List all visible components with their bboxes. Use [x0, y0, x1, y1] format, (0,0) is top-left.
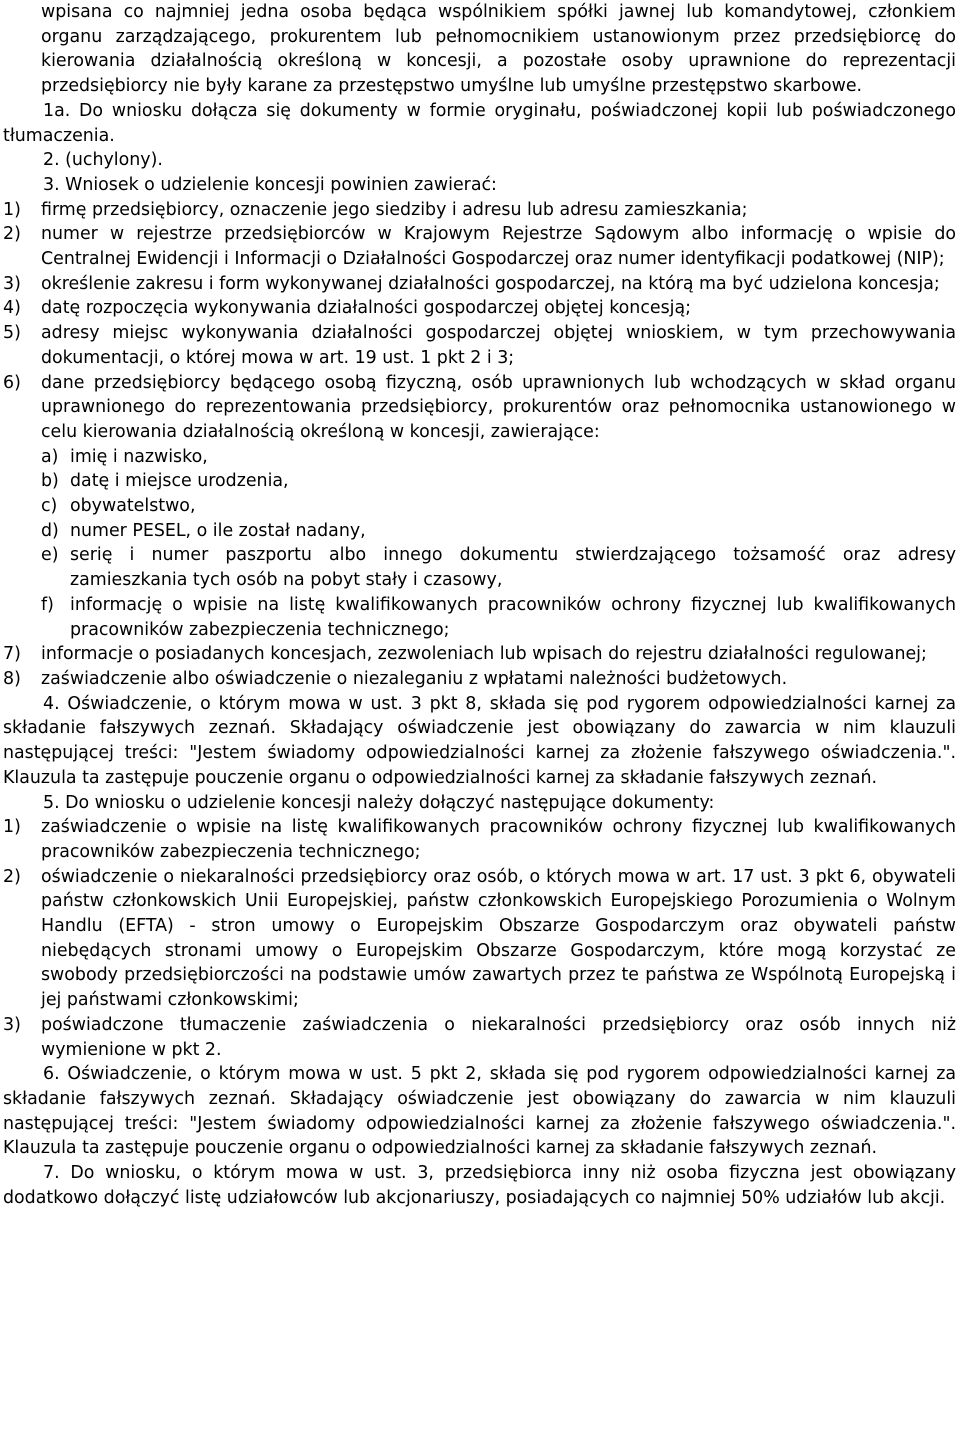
- list-item: [3, 321, 956, 370]
- sublist-6: [3, 445, 956, 643]
- list-item: [3, 815, 956, 864]
- sublist-item: [3, 593, 956, 642]
- list-3-part-2: [3, 642, 956, 691]
- list-5: [3, 815, 956, 1062]
- list-item: [3, 667, 956, 692]
- item-text: dane przedsiębiorcy będącego osobą fizyczną, osób uprawnionych lub wchodzących w skład organu uprawnionego do reprezentowania przedsiębiorcy, prokurentów oraz pełnomocnika ustanowionego w celu kierowania działalnością określoną w koncesji, zawierające:: [41, 372, 956, 442]
- item-text: informacje o posiadanych koncesjach, zezwoleniach lub wpisach do rejestru działalności regulowanej;: [41, 644, 927, 665]
- paragraph-2: 2. (uchylony).: [43, 150, 163, 171]
- list-item: [3, 272, 956, 297]
- list-3-part-1: [3, 198, 956, 445]
- item-text: firmę przedsiębiorcy, oznaczenie jego siedziby i adresu lub adresu zamieszkania;: [41, 199, 748, 220]
- sublist-item: [3, 469, 956, 494]
- item-number: 4): [3, 298, 21, 319]
- list-item: [3, 371, 956, 445]
- item-number: 5): [3, 323, 21, 344]
- item-text: adresy miejsc wykonywania działalności gospodarczej objętej wnioskiem, w tym przechowywania dokumentacji, o której mowa w art. 19 ust. 1 pkt 2 i 3;: [41, 323, 956, 368]
- item-letter: e): [41, 545, 59, 566]
- list-item: [3, 865, 956, 1013]
- list-item: [3, 296, 956, 321]
- paragraph-6: 6. Oświadczenie, o którym mowa w ust. 5 pkt 2, składa się pod rygorem odpowiedzialności karnej za składanie fałszywych zeznań. Składający oświadczenie jest obowiązany do zawarcia w nim klauzuli następującej treści: "Jestem świadomy odpowiedzialności karnej za złożenie fałszywego oświadczenia.". Klauzula ta zastępuje pouczenie organu o odpowiedzialności karnej za składanie fałszywych zeznań.: [3, 1064, 956, 1159]
- item-text: oświadczenie o niekaralności przedsiębiorcy oraz osób, o których mowa w art. 17 ust. 3 pkt 6, obywateli państw członkowskich Unii Europejskiej, państw członkowskich Europejskiego Porozumienia o Wolnym Handlu (EFTA) - stron umowy o Europejskim Obszarze Gospodarczym oraz obywateli państw niebędących stronami umowy o Europejskim Obszarze Gospodarczym, które mogą korzystać ze swobody przedsiębiorczości na podstawie umów zawartych przez te państwa ze Wspólnotą Europejską i jej państwami członkowskimi;: [41, 866, 956, 1011]
- paragraph-7: 7. Do wniosku, o którym mowa w ust. 3, przedsiębiorca inny niż osoba fizyczna jest obowiązany dodatkowo dołączyć listę udziałowców lub akcjonariuszy, posiadających co najmniej 50% udziałów lub akcji.: [3, 1163, 956, 1208]
- item-text: określenie zakresu i form wykonywanej działalności gospodarczej, na którą ma być udzielona koncesja;: [41, 273, 940, 294]
- item-number: 1): [3, 199, 21, 220]
- sublist-item: [3, 445, 956, 470]
- item-number: 3): [3, 273, 21, 294]
- item-text: numer PESEL, o ile został nadany,: [70, 520, 366, 541]
- item-letter: a): [41, 446, 59, 467]
- item-text: numer w rejestrze przedsiębiorców w Krajowym Rejestrze Sądowym albo informację o wpisie do Centralnej Ewidencji i Informacji o Działalności Gospodarczej oraz numer identyfikacji podatkowej (NIP);: [41, 224, 956, 270]
- item-number: 7): [3, 644, 21, 665]
- continued-paragraph: wpisana co najmniej jedna osoba będąca wspólnikiem spółki jawnej lub komandytowej, członkiem organu zarządzającego, prokurentem lub pełnomocnikiem ustanowionym przez przedsiębiorcę do kierowania działalnością określoną w koncesji, a pozostałe osoby uprawnione do reprezentacji przedsiębiorcy nie były karane za przestępstwo umyślne lub umyślne przestępstwo skarbowe.: [41, 2, 956, 97]
- item-text: datę rozpoczęcia wykonywania działalności gospodarczej objętej koncesją;: [41, 298, 691, 319]
- item-text: zaświadczenie albo oświadczenie o niezaleganiu z wpłatami należności budżetowych.: [41, 668, 788, 689]
- item-letter: d): [41, 520, 59, 541]
- item-text: obywatelstwo,: [70, 496, 196, 517]
- sublist-item: [3, 519, 956, 544]
- item-text: imię i nazwisko,: [70, 446, 208, 467]
- item-letter: c): [41, 496, 58, 517]
- list-item: [3, 222, 956, 271]
- paragraph-4: 4. Oświadczenie, o którym mowa w ust. 3 pkt 8, składa się pod rygorem odpowiedzialności karnej za składanie fałszywych zeznań. Składający oświadczenie jest obowiązany do zawarcia w nim klauzuli następującej treści: "Jestem świadomy odpowiedzialności karnej za złożenie fałszywego oświadczenia.". Klauzula ta zastępuje pouczenie organu o odpowiedzialności karnej za składanie fałszywych zeznań.: [3, 693, 956, 788]
- item-text: zaświadczenie o wpisie na listę kwalifikowanych pracowników ochrony fizycznej lub kwalifikowanych pracowników zabezpieczenia technicznego;: [41, 817, 956, 862]
- item-number: 2): [3, 224, 21, 245]
- item-letter: f): [41, 594, 54, 615]
- item-text: datę i miejsce urodzenia,: [70, 471, 289, 492]
- item-number: 8): [3, 668, 21, 689]
- item-number: 6): [3, 372, 21, 393]
- item-number: 2): [3, 866, 21, 887]
- list-item: [3, 1013, 956, 1062]
- item-number: 1): [3, 817, 21, 838]
- list-item: [3, 642, 956, 667]
- item-text: poświadczone tłumaczenie zaświadczenia o niekaralności przedsiębiorcy oraz osób innych niż wymienione w pkt 2.: [41, 1014, 956, 1060]
- sublist-item: [3, 494, 956, 519]
- list-item: [3, 198, 956, 223]
- paragraph-3: 3. Wniosek o udzielenie koncesji powinien zawierać:: [43, 174, 497, 195]
- paragraph-1a: 1a. Do wniosku dołącza się dokumenty w formie oryginału, poświadczonej kopii lub poświadczonego tłumaczenia.: [3, 100, 956, 146]
- item-text: informację o wpisie na listę kwalifikowanych pracowników ochrony fizycznej lub kwalifikowanych pracowników zabezpieczenia technicznego;: [70, 594, 956, 640]
- item-letter: b): [41, 471, 59, 492]
- sublist-item: [3, 543, 956, 592]
- item-text: serię i numer paszportu albo innego dokumentu stwierdzającego tożsamość oraz adresy zamieszkania tych osób na pobyt stały i czasowy,: [70, 545, 956, 591]
- item-number: 3): [3, 1014, 21, 1035]
- paragraph-5: 5. Do wniosku o udzielenie koncesji należy dołączyć następujące dokumenty:: [43, 792, 715, 813]
